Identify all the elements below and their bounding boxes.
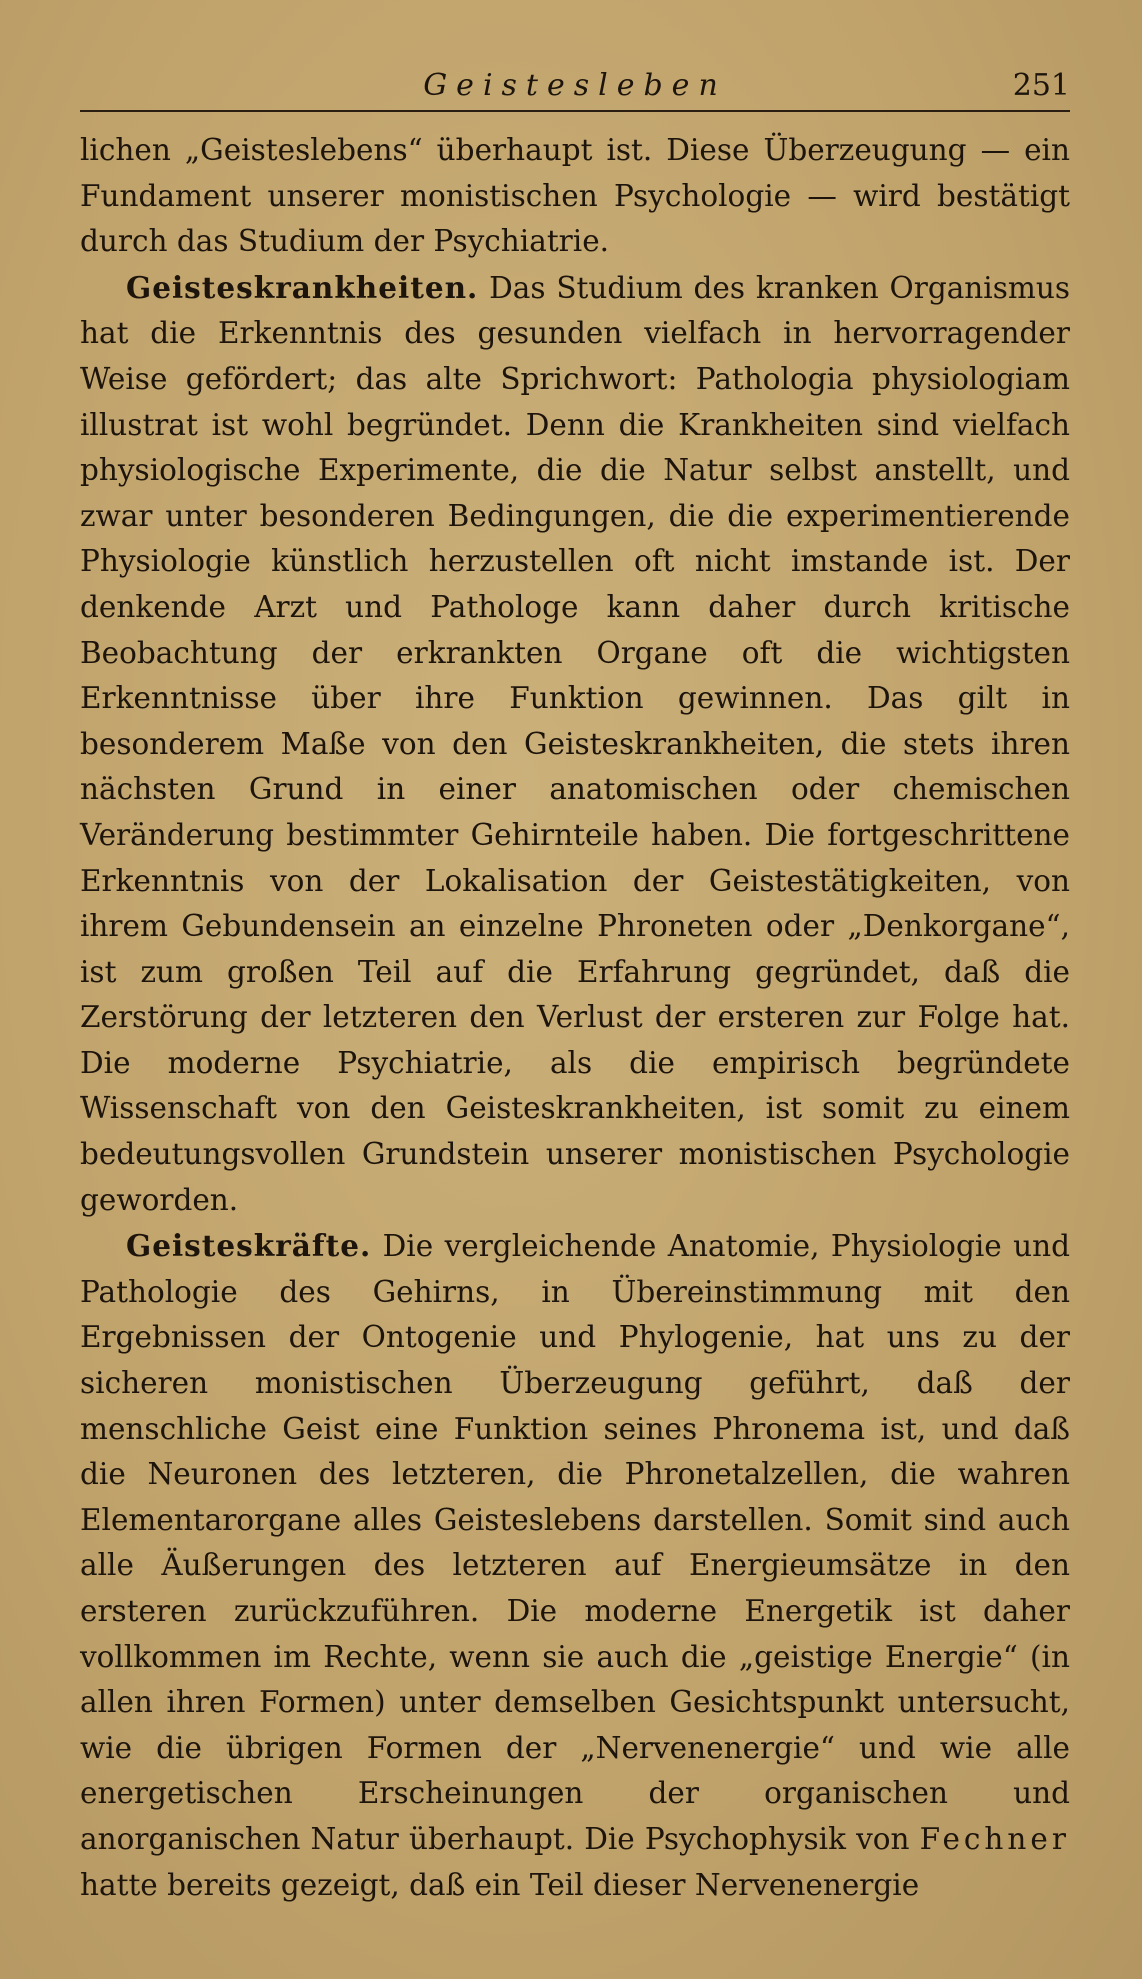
page-number: 251 bbox=[1012, 68, 1070, 103]
name-fechner: Fechner bbox=[919, 1821, 1070, 1856]
running-title: Geistesleben bbox=[423, 68, 727, 103]
paragraph-geisteskrankheiten bbox=[80, 265, 1070, 1223]
body-text bbox=[80, 128, 1070, 1908]
paragraph-3-text-after: hatte bereits gezeigt, daß ein Teil dieser Nervenenergie bbox=[80, 1867, 920, 1902]
term-geisteskraefte: Geisteskräfte. bbox=[126, 1228, 372, 1264]
paragraph-3-text: Die vergleichende Anatomie, Physiologie und Pathologie des Gehirns, in Übereinstimmung mit den Ergebnissen der Ontogenie und Phylogenie, hat uns zu der sicheren monistischen Überzeugung geführt, daß der menschliche Geist eine Funktion seines Phronema ist, und daß die Neuronen des letzteren, die Phronetalzellen, die wahren Elementarorgane alles Geisteslebens darstellen. Somit sind auch alle Äußerungen des letzteren auf Energieumsätze in den ersteren zurückzuführen. Die moderne Energetik ist daher vollkommen im Rechte, wenn sie auch die „geistige Energie“ (in allen ihren Formen) unter demselben Gesichtspunkt untersucht, wie die übrigen Formen der „Nervenenergie“ und wie alle energetischen Erscheinungen der organischen und anorganischen Natur überhaupt. Die Psychophysik von bbox=[80, 1229, 1070, 1856]
running-head bbox=[80, 60, 1070, 112]
term-geisteskrankheiten: Geisteskrankheiten. bbox=[126, 269, 479, 305]
paragraph-geisteskraefte bbox=[80, 1223, 1070, 1908]
paragraph-2-text: Das Studium des kranken Organismus hat die Erkenntnis des gesunden vielfach in hervorragender Weise gefördert; das alte Sprichwort: Pathologia physiologiam illustrat ist wohl begründet. Denn die Krankheiten sind vielfach physiologische Experimente, die die Natur selbst anstellt, und zwar unter besonderen Bedingungen, die die experimentierende Physiologie künstlich herzustellen oft nicht imstande ist. Der denkende Arzt und Pathologe kann daher durch kritische Beobachtung der erkrankten Organe oft die wichtigsten Erkenntnisse über ihre Funktion gewinnen. Das gilt in besonderem Maße von den Geisteskrankheiten, die stets ihren nächsten Grund in einer anatomischen oder chemischen Veränderung bestimmter Gehirnteile haben. Die fortgeschrittene Erkenntnis von der Lokalisation der Geistestätigkeiten, von ihrem Gebundensein an einzelne Phroneten oder „Denkorgane“, ist zum großen Teil auf die Erfahrung gegründet, daß die Zerstörung der letzteren den Verlust der ersteren zur Folge hat. Die moderne Psychiatrie, als die empirisch begründete Wissenschaft von den Geisteskrankheiten, ist somit zu einem bedeutungsvollen Grundstein unserer monistischen Psychologie geworden. bbox=[80, 270, 1070, 1217]
paragraph-1-text: lichen „Geisteslebens“ überhaupt ist. Diese Überzeugung — ein Fundament unserer monistischen Psychologie — wird bestätigt durch das Studium der Psychiatrie. bbox=[80, 133, 1070, 259]
paragraph-1 bbox=[80, 128, 1070, 265]
book-page bbox=[80, 60, 1070, 1940]
